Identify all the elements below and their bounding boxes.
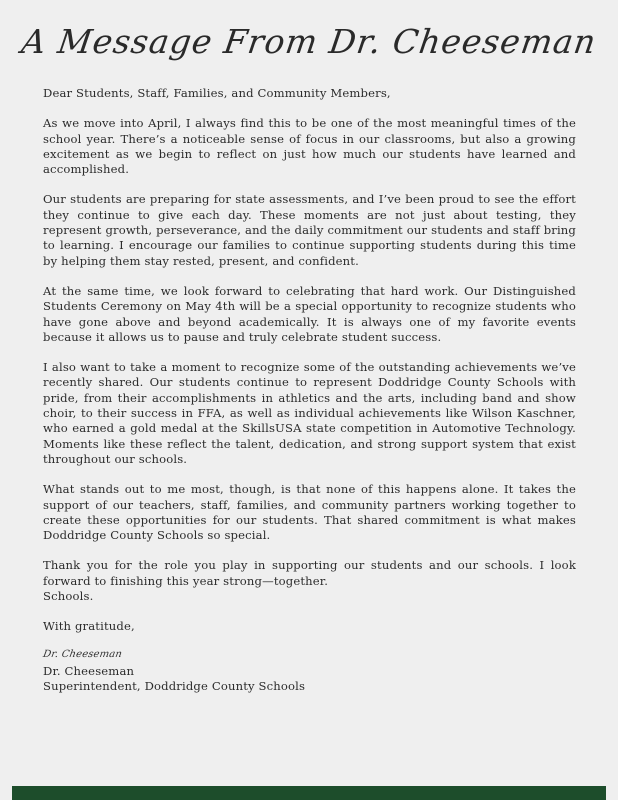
footer-bar [12, 786, 606, 800]
paragraph-assessments: Our students are preparing for state assessments, and I’ve been proud to see the effort they continue to give each day. These moments are not just about testing, they represent growth, perseverance, and the daily commitment our students and staff bring to learning. I encourage our families to continue supporting students during this time by helping them stay rested, present, and confident. [43, 192, 576, 268]
signer-name: Dr. Cheeseman [43, 663, 135, 678]
paragraph-achievements: I also want to take a moment to recognize some of the outstanding achievements we’ve recently shared. Our students continue to represent Doddridge County Schools with pride, from their accomplishments in athletics and the arts, including band and show choir, to their success in FFA, as well as individual achievements like Wilson Kaschner, who earned a gold medal at the SkillsUSA state competition in Automotive Technology. Moments like these reflect the talent, dedication, and strong support system that exist throughout our schools. [43, 360, 576, 466]
closing: With gratitude, [43, 619, 135, 634]
signature: Dr. Cheeseman [42, 648, 123, 660]
greeting: Dear Students, Staff, Families, and Community Members, [43, 86, 391, 100]
paragraph-community: What stands out to me most, though, is that none of this happens alone. It takes the support of our teachers, staff, families, and community partners working together to create these opportunities for our students. That shared commitment is what makes Doddridge County Schools so special. [43, 482, 576, 543]
paragraph-ceremony: At the same time, we look forward to celebrating that hard work. Our Distinguished Students Ceremony on May 4th will be a special opportunity to recognize students who have gone above and beyond academically. It is always one of my favorite events because it allows us to pause and truly celebrate student success. [43, 283, 576, 344]
paragraph-thanks-tail: Schools. [43, 589, 94, 604]
signer-title: Superintendent, Doddridge County Schools [43, 679, 306, 694]
paragraph-april: As we move into April, I always find this to be one of the most meaningful times of the school year. There’s a noticeable sense of focus in our classrooms, but also a growing excitement as we begin to reflect on just how much our students have learned and accomplished. [43, 116, 576, 177]
paragraph-thanks: Thank you for the role you play in supporting our students and our schools. I look forward to finishing this year strong—together. [43, 558, 576, 588]
page-title: A Message From Dr. Cheeseman [19, 22, 600, 61]
letter-body [43, 86, 576, 695]
